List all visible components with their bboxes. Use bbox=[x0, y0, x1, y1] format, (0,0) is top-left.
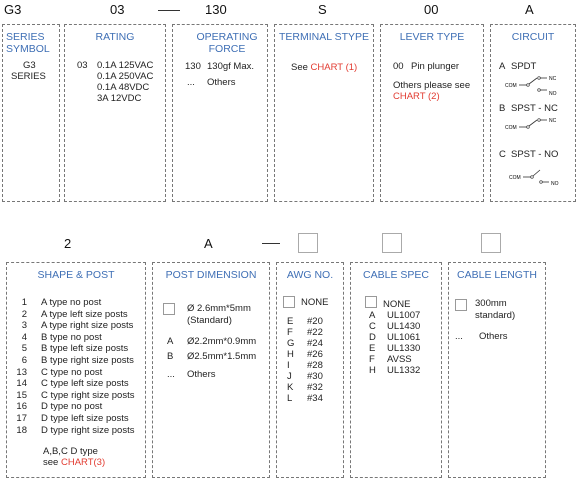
shape-row-text: A type right size posts bbox=[41, 320, 134, 332]
force-code-2: ... bbox=[187, 77, 195, 88]
code-lever: 00 bbox=[424, 2, 439, 17]
shape-see-prefix: see bbox=[43, 457, 59, 468]
force-text-2: Others bbox=[207, 77, 236, 88]
spst-no-switch-diagram bbox=[509, 165, 569, 191]
lever-option: Pin plunger bbox=[411, 61, 460, 72]
awg-row-code: G bbox=[287, 338, 295, 349]
shape-row-code: 18 bbox=[16, 424, 27, 436]
spst-nc-com-label: COM bbox=[505, 125, 517, 131]
shape-row-code: 13 bbox=[16, 366, 27, 378]
circuit-a-code: A bbox=[499, 61, 506, 72]
shape-row-text: A type no post bbox=[41, 297, 102, 308]
series-line-2: SERIES bbox=[11, 71, 46, 82]
spst-no-com-label: COM bbox=[509, 175, 521, 181]
lever-code: 00 bbox=[393, 61, 404, 72]
awg-row-text: #20 bbox=[307, 316, 323, 327]
cable-spec-heading: CABLE SPEC bbox=[363, 269, 429, 281]
shape-row-code: 4 bbox=[21, 331, 27, 343]
awg-row-code: I bbox=[287, 360, 290, 371]
spdt-switch-diagram bbox=[505, 73, 565, 99]
cable-spec-code-box[interactable] bbox=[382, 233, 402, 253]
cable-spec-row-text: UL1330 bbox=[387, 343, 421, 354]
cable-length-default-note: standard) bbox=[475, 310, 516, 321]
series-heading: SERIES SYMBOL bbox=[6, 31, 50, 55]
cable-length-default-checkbox[interactable] bbox=[455, 299, 467, 311]
awg-row-text: #28 bbox=[307, 360, 323, 371]
spst-no-no-label: NO bbox=[551, 181, 559, 187]
spdt-com-label: COM bbox=[505, 83, 517, 89]
code-shape: 2 bbox=[64, 236, 72, 251]
cable-length-code-box[interactable] bbox=[481, 233, 501, 253]
separator-dash bbox=[158, 10, 180, 11]
awg-row-text: #22 bbox=[307, 327, 323, 338]
shape-see bbox=[43, 457, 105, 468]
cable-spec-row-text: UL1332 bbox=[387, 365, 421, 376]
awg-code-box[interactable] bbox=[298, 233, 318, 253]
shape-row-code: 17 bbox=[16, 413, 27, 424]
lever-others: Others please see bbox=[393, 80, 471, 91]
awg-row-text: #32 bbox=[307, 382, 323, 393]
shape-row-text: B type no post bbox=[41, 331, 102, 343]
rating-line-4: 3A 12VDC bbox=[97, 93, 142, 104]
cable-spec-row-code: H bbox=[369, 365, 376, 376]
separator-dash-2 bbox=[262, 243, 280, 244]
cable-spec-row-code: F bbox=[369, 354, 375, 365]
shape-row-text: A type left size posts bbox=[41, 308, 128, 320]
circuit-heading: CIRCUIT bbox=[511, 31, 555, 43]
cable-spec-row-text: UL1430 bbox=[387, 321, 421, 332]
rating-box bbox=[64, 24, 166, 202]
shape-row-code: 2 bbox=[21, 308, 27, 320]
shape-row-code: 15 bbox=[16, 389, 27, 401]
awg-row-code: K bbox=[287, 382, 294, 393]
cable-spec-none: NONE bbox=[383, 299, 411, 310]
code-series: G3 bbox=[4, 2, 22, 17]
cable-length-others-code: ... bbox=[455, 331, 463, 342]
cable-length-heading: CABLE LENGTH bbox=[457, 269, 537, 281]
shape-row-code: 3 bbox=[21, 320, 27, 332]
force-code-1: 130 bbox=[185, 61, 201, 72]
awg-row-text: #30 bbox=[307, 371, 323, 382]
spdt-no-label: NO bbox=[549, 91, 557, 97]
shape-row-text: B type left size posts bbox=[41, 343, 129, 355]
awg-heading: AWG NO. bbox=[286, 269, 334, 281]
circuit-a-label: SPDT bbox=[511, 61, 537, 72]
awg-row-text: #24 bbox=[307, 338, 323, 349]
post-b-code: B bbox=[167, 351, 174, 362]
shape-heading: SHAPE & POST bbox=[37, 269, 115, 281]
cable-spec-row-code: E bbox=[369, 343, 376, 354]
post-a-code: A bbox=[167, 336, 174, 347]
post-dimension-box bbox=[152, 262, 270, 478]
shape-row-text: D type no post bbox=[41, 401, 103, 413]
circuit-box bbox=[490, 24, 576, 202]
awg-row-text: #26 bbox=[307, 349, 323, 360]
shape-row-code: 5 bbox=[21, 343, 27, 355]
terminal-chart-link[interactable]: CHART (1) bbox=[310, 62, 358, 73]
spdt-nc-label: NC bbox=[549, 76, 557, 82]
rating-heading: RATING bbox=[95, 31, 135, 43]
cable-spec-box bbox=[350, 262, 442, 478]
shape-row-text: C type left size posts bbox=[41, 378, 129, 390]
cable-spec-row-code: D bbox=[369, 332, 376, 343]
shape-note: A,B,C D type bbox=[43, 446, 98, 457]
shape-row-code: 6 bbox=[21, 355, 27, 366]
awg-row-code: J bbox=[287, 371, 292, 382]
terminal-see-prefix: See bbox=[291, 62, 308, 73]
shape-row-code: 1 bbox=[21, 297, 27, 308]
code-force: 130 bbox=[205, 2, 227, 17]
shape-row-code: 14 bbox=[16, 378, 27, 390]
cable-spec-row-code: C bbox=[369, 321, 376, 332]
shape-row-text: B type right size posts bbox=[41, 355, 134, 366]
post-b-text: Ø2.5mm*1.5mm bbox=[187, 351, 257, 362]
rating-line-1: 0.1A 125VAC bbox=[97, 60, 154, 71]
awg-row-code: F bbox=[287, 327, 293, 338]
cable-spec-row-code: A bbox=[369, 310, 376, 321]
post-heading: POST DIMENSION bbox=[165, 269, 257, 281]
rating-line-3: 0.1A 48VDC bbox=[97, 82, 150, 93]
cable-spec-row-text: UL1061 bbox=[387, 332, 421, 343]
cable-spec-none-checkbox[interactable] bbox=[365, 296, 377, 308]
awg-row-code: L bbox=[287, 393, 293, 404]
force-heading: OPERATING FORCE bbox=[196, 31, 258, 55]
shape-row-text: C type no post bbox=[41, 366, 103, 378]
post-others-code: ... bbox=[167, 369, 175, 380]
lever-chart-link[interactable]: CHART (2) bbox=[393, 91, 440, 102]
circuit-b-code: B bbox=[499, 103, 506, 114]
code-post: A bbox=[204, 236, 213, 251]
lever-type-box bbox=[380, 24, 484, 202]
cable-spec-row-text: AVSS bbox=[387, 354, 412, 365]
post-default: Ø 2.6mm*5mm bbox=[187, 303, 251, 314]
code-circuit: A bbox=[525, 2, 534, 17]
circuit-c-label: SPST - NO bbox=[511, 149, 559, 160]
cable-length-default: 300mm bbox=[475, 298, 507, 309]
awg-box bbox=[276, 262, 344, 478]
shape-row-code: 16 bbox=[16, 401, 27, 413]
force-text-1: 130gf Max. bbox=[207, 61, 254, 72]
lever-heading: LEVER TYPE bbox=[399, 31, 465, 43]
circuit-c-code: C bbox=[499, 149, 506, 160]
shape-row-text: C type right size posts bbox=[41, 389, 135, 401]
cable-length-box bbox=[448, 262, 546, 478]
rating-code: 03 bbox=[77, 60, 88, 71]
terminal-see bbox=[291, 62, 357, 73]
awg-row-text: #34 bbox=[307, 393, 323, 404]
circuit-b-label: SPST - NC bbox=[511, 103, 558, 114]
terminal-stype-box bbox=[274, 24, 374, 202]
post-a-text: Ø2.2mm*0.9mm bbox=[187, 336, 257, 347]
awg-none: NONE bbox=[301, 297, 329, 308]
cable-spec-row-text: UL1007 bbox=[387, 310, 421, 321]
rating-line-2: 0.1A 250VAC bbox=[97, 71, 154, 82]
spst-nc-nc-label: NC bbox=[549, 118, 557, 124]
shape-row-text: D type right size posts bbox=[41, 424, 135, 436]
post-others-text: Others bbox=[187, 369, 216, 380]
post-default-note: (Standard) bbox=[187, 315, 232, 326]
code-rating: 03 bbox=[110, 2, 125, 17]
shape-chart-link[interactable]: CHART(3) bbox=[60, 457, 106, 468]
operating-force-box bbox=[172, 24, 268, 202]
series-symbol-box bbox=[2, 24, 60, 202]
code-terminal: S bbox=[318, 2, 327, 17]
post-default-checkbox[interactable] bbox=[163, 303, 175, 315]
shape-post-box bbox=[6, 262, 146, 478]
awg-row-code: H bbox=[287, 349, 294, 360]
awg-none-checkbox[interactable] bbox=[283, 296, 295, 308]
awg-row-code: E bbox=[287, 316, 294, 327]
shape-row-text: D type left size posts bbox=[41, 413, 129, 424]
terminal-heading: TERMINAL STYPE bbox=[278, 31, 370, 43]
series-line-1: G3 bbox=[23, 60, 36, 71]
spst-nc-switch-diagram bbox=[505, 115, 565, 137]
cable-length-others: Others bbox=[479, 331, 508, 342]
